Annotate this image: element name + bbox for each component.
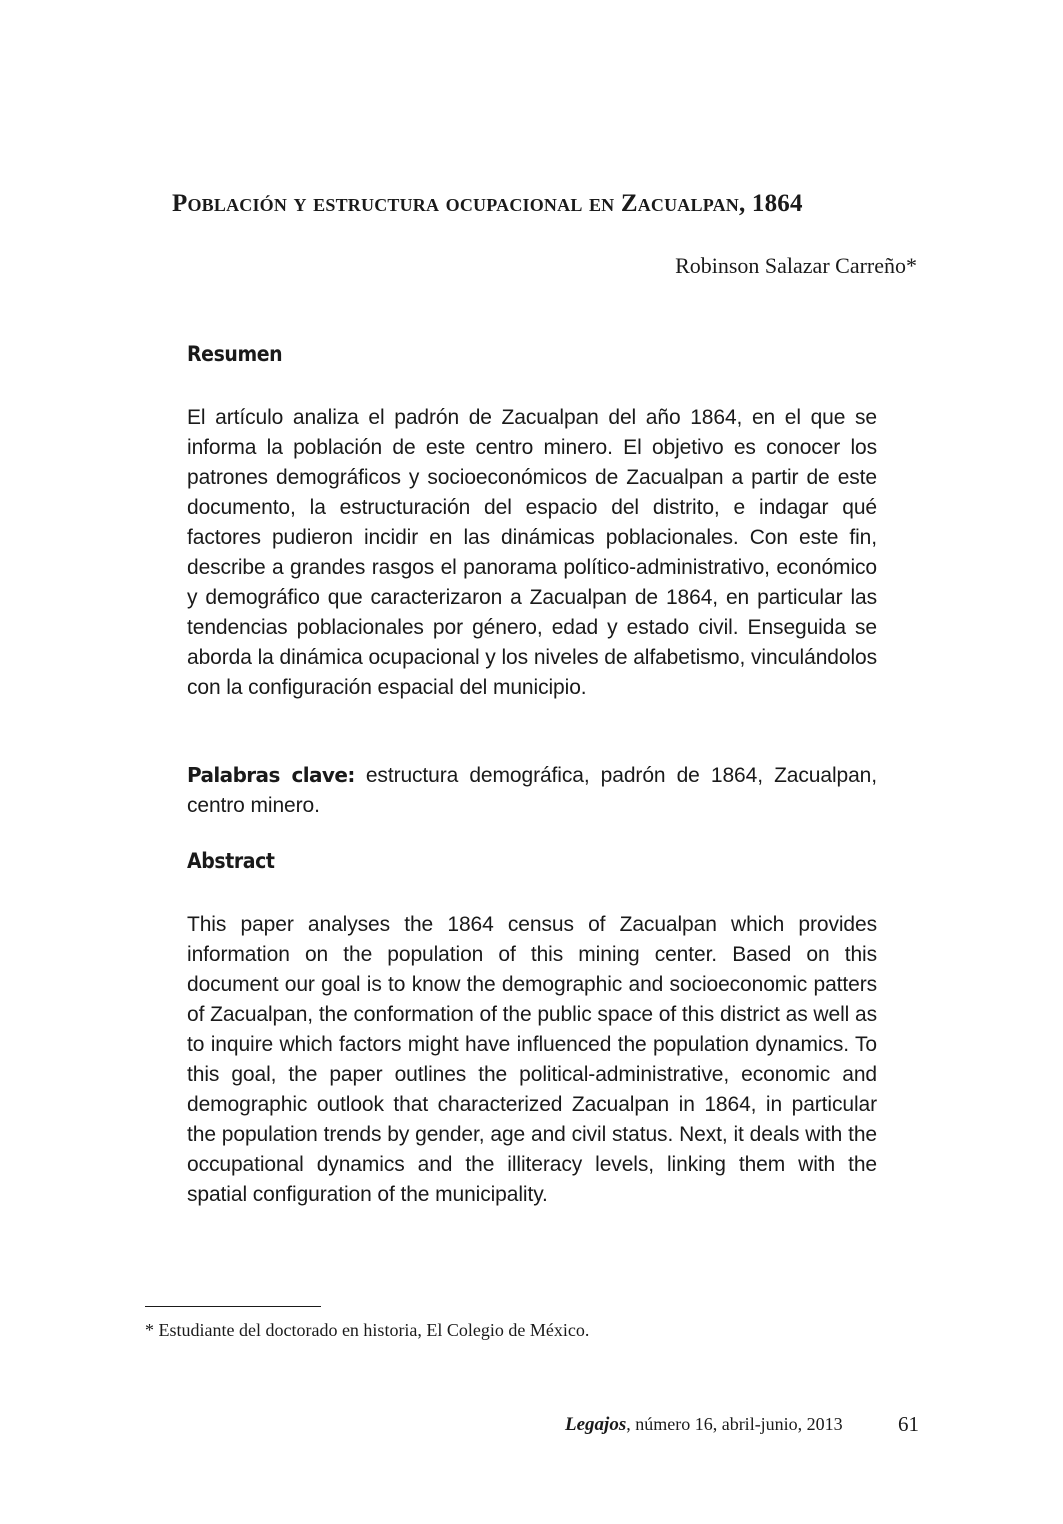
page-number: 61 <box>898 1412 919 1436</box>
abstract-heading: Abstract <box>187 849 275 873</box>
keywords-text: estructura demográfica, padrón de 1864, Zacualpan, centro minero. <box>187 764 877 817</box>
footnote: * Estudiante del doctorado en historia, El Colegio de México. <box>145 1320 590 1340</box>
abstract-paragraph: This paper analyses the 1864 census of Zacualpan which provides information on the population of this mining center. Based on this document our goal is to know the demographic and socioeconomic patters of Zacualpan, the conformation of the public space of this district as well as to inquire which factors might have influenced the population dynamics. To this goal, the paper outlines the political-administrative, economic and demographic outlook that characterized Zacualpan in 1864, in particular the population trends by gender, age and civil status. Next, it deals with the occupational dynamics and the illiteracy levels, linking them with the spatial configuration of the municipality. <box>187 913 877 1206</box>
keywords-paragraph <box>187 760 877 821</box>
journal-footer <box>565 1414 843 1436</box>
resumen-paragraph: El artículo analiza el padrón de Zacualpan del año 1864, en el que se informa la población de este centro minero. El objetivo es conocer los patrones demográficos y socioeconómicos de Zacualpan a partir de este documento, la estructuración del espacio del distrito, e indagar qué factores pudieron incidir en las dinámicas poblacionales. Con este fin, describe a grandes rasgos el panorama político-administrativo, económico y demográfico que caracterizaron a Zacualpan de 1864, en particular las tendencias poblacionales por género, edad y estado civil. Enseguida se aborda la dinámica ocupacional y los niveles de alfabetismo, vinculándolos con la configuración espacial del municipio. <box>187 406 877 699</box>
journal-issue: , número 16, abril-junio, 2013 <box>626 1414 843 1434</box>
journal-name: Legajos <box>565 1414 627 1435</box>
resumen-heading: Resumen <box>187 342 283 366</box>
footnote-divider <box>145 1306 321 1307</box>
article-title: Población y estructura ocupacional en Zacualpan, 1864 <box>172 190 803 217</box>
article-author: Robinson Salazar Carreño* <box>675 253 917 278</box>
keywords-label: Palabras clave: <box>187 763 355 787</box>
